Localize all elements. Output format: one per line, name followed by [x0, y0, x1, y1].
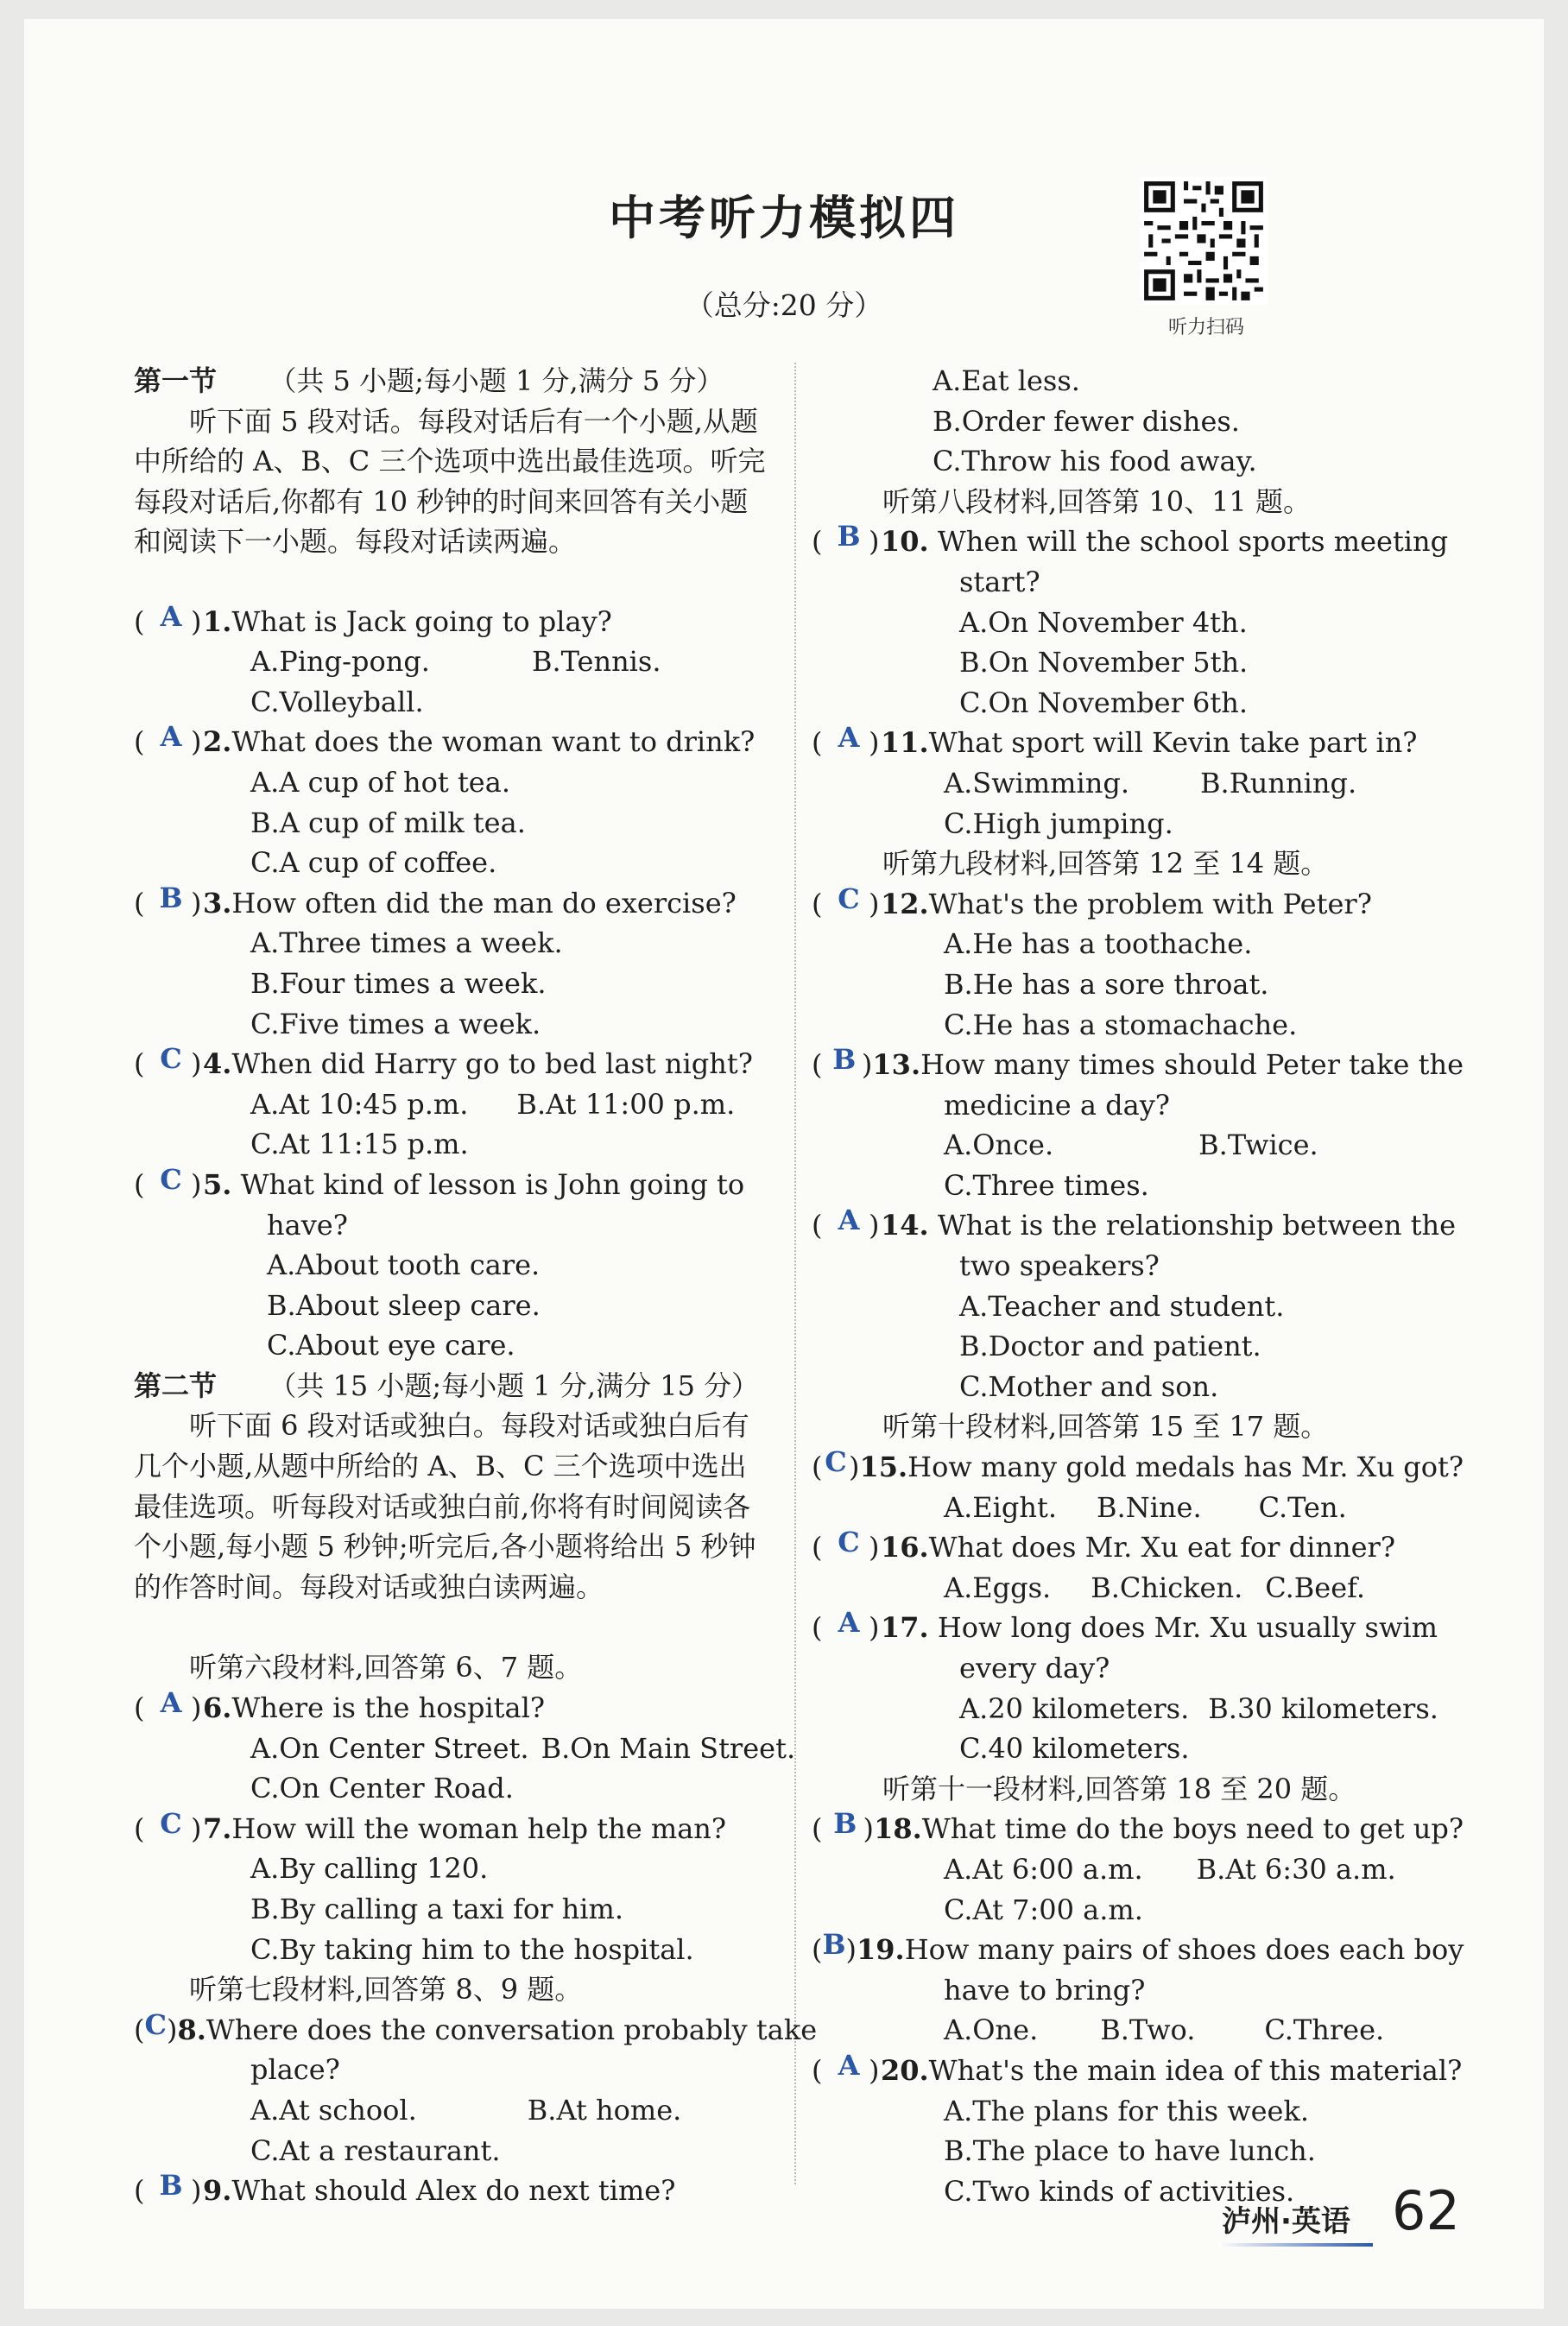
question-16: ( C ) 16. What does Mr. Xu eat for dinner? — [812, 1527, 1464, 1568]
options-4 — [134, 1084, 773, 1125]
option-b[interactable]: B.30 kilometers. — [1208, 1691, 1438, 1725]
book-label: 泸州·英语 — [1222, 2204, 1350, 2239]
option-a[interactable]: A.A cup of hot tea. — [250, 765, 510, 799]
total-score: （总分:20 分） — [685, 288, 883, 322]
option-c[interactable]: C.Ten. — [1258, 1490, 1347, 1524]
question-number: 6. — [203, 1691, 232, 1725]
question-text-cont: place? — [250, 2053, 340, 2087]
question-8: ( C ) 8. Where does the conversation probably take — [134, 2010, 773, 2051]
question-number: 4. — [203, 1047, 232, 1081]
question-text-cont: have? — [267, 1208, 348, 1242]
question-text: How often did the man do exercise? — [231, 886, 737, 920]
option-c[interactable]: C.A cup of coffee. — [250, 846, 497, 880]
question-text: What's the problem with Peter? — [928, 887, 1372, 920]
option-c[interactable]: C.About eye care. — [267, 1329, 515, 1362]
option-c[interactable]: C.Mother and son. — [959, 1369, 1219, 1403]
answer-14[interactable]: A — [838, 1204, 860, 1237]
option-a[interactable]: A.One. — [944, 2013, 1039, 2047]
question-1: ( A ) 1. What is Jack going to play? — [134, 602, 773, 642]
option-a[interactable]: A.About tooth care. — [267, 1248, 541, 1282]
question-text: Where is the hospital? — [231, 1691, 545, 1725]
option-b[interactable]: B.Order fewer dishes. — [933, 404, 1240, 438]
material-note-9: 听第九段材料,回答第 12 至 14 题。 — [882, 847, 1329, 881]
question-text: How will the woman help the man? — [231, 1811, 727, 1845]
answer-9[interactable]: B — [159, 2169, 183, 2203]
option-b[interactable]: B.At home. — [527, 2094, 682, 2127]
option-b[interactable]: B.Two. — [1100, 2013, 1196, 2047]
answer-12[interactable]: C — [838, 882, 860, 915]
option-b[interactable]: B.About sleep care. — [267, 1288, 541, 1322]
option-c[interactable]: C.He has a stomachache. — [944, 1008, 1298, 1041]
option-c[interactable]: C.Beef. — [1265, 1571, 1366, 1604]
option-c[interactable]: C.Two kinds of activities. — [944, 2174, 1295, 2208]
option-c[interactable]: C.40 kilometers. — [959, 1732, 1190, 1766]
answer-6[interactable]: A — [160, 1686, 182, 1720]
material-note-8: 听第八段材料,回答第 10、11 题。 — [882, 484, 1311, 518]
question-19: ( B ) 19. How many pairs of shoes does each boy — [812, 1930, 1464, 1970]
section1-note: （共 5 小题;每小题 1 分,满分 5 分） — [269, 364, 724, 397]
question-number: 17. — [881, 1611, 929, 1645]
question-text: When did Harry go to bed last night? — [231, 1047, 753, 1081]
page-number: 62 — [1392, 2179, 1460, 2242]
answer-10[interactable]: B — [837, 520, 861, 553]
question-15: ( C ) 15. How many gold medals has Mr. Xu got? — [812, 1447, 1464, 1488]
question-number: 2. — [203, 725, 232, 759]
question-text: What time do the boys need to get up? — [921, 1812, 1464, 1846]
question-number: 19. — [857, 1933, 905, 1967]
answer-1[interactable]: A — [160, 599, 182, 633]
question-text: How many gold medals has Mr. Xu got? — [907, 1451, 1464, 1484]
option-c[interactable]: C.Three. — [1264, 2013, 1385, 2047]
option-b[interactable]: B.He has a sore throat. — [944, 967, 1269, 1001]
option-b[interactable]: B.At 11:00 p.m. — [516, 1087, 736, 1121]
options-11 — [812, 763, 1464, 804]
answer-19[interactable]: B — [822, 1928, 846, 1962]
answer-13[interactable]: B — [832, 1043, 857, 1077]
question-number: 16. — [881, 1531, 929, 1564]
options-8 — [134, 2090, 773, 2131]
answer-18[interactable]: B — [833, 1807, 857, 1841]
question-14: ( A ) 14. What is the relationship between the — [812, 1205, 1464, 1246]
option-b[interactable]: B.Doctor and patient. — [959, 1330, 1261, 1363]
qr-code-icon[interactable] — [1140, 177, 1268, 305]
question-text: When will the school sports meeting — [937, 525, 1449, 559]
answer-3[interactable]: B — [159, 881, 183, 914]
question-9: ( B ) 9. What should Alex do next time? — [134, 2171, 773, 2211]
option-a[interactable]: A.Eggs. — [944, 1571, 1052, 1604]
option-a[interactable]: A.Ping-pong. — [250, 645, 430, 679]
option-a[interactable]: A.At school. — [250, 2094, 417, 2127]
options-1c — [134, 682, 773, 723]
question-number: 10. — [881, 525, 929, 559]
option-b[interactable]: B.Twice. — [1198, 1128, 1318, 1162]
question-6: ( A ) 6. Where is the hospital? — [134, 1688, 773, 1729]
option-b[interactable]: B.On November 5th. — [959, 646, 1249, 679]
option-c[interactable]: C.By taking him to the hospital. — [250, 1932, 694, 1966]
section2-note: （共 15 小题;每小题 1 分,满分 15 分） — [269, 1368, 760, 1402]
option-b[interactable]: B.Four times a week. — [250, 966, 547, 1000]
question-17: ( A ) 17. How long does Mr. Xu usually swim — [812, 1608, 1464, 1648]
option-b[interactable]: B.By calling a taxi for him. — [250, 1893, 623, 1926]
material-note-10: 听第十段材料,回答第 15 至 17 题。 — [882, 1410, 1329, 1444]
question-text: How long does Mr. Xu usually swim — [937, 1611, 1438, 1645]
question-text-cont: start? — [959, 565, 1040, 598]
options-6 — [134, 1729, 796, 1769]
question-number: 12. — [881, 887, 929, 920]
option-a[interactable]: A.On November 4th. — [959, 605, 1248, 639]
qr-caption: 听力扫码 — [1167, 317, 1244, 338]
section2-instructions: 听下面 6 段对话或独白。每段对话或独白后有几个小题,从题中所给的 A、B、C 三个选项中选出最佳选项。听每段对话或独白前,你将有时间阅读各个小题,每小题 5 秒钟;听完后,各小题将给出 5 秒钟的作答时间。每段对话或独白读两遍。 — [134, 1409, 756, 1603]
question-text: What does Mr. Xu eat for dinner? — [928, 1531, 1395, 1564]
answer-15[interactable]: C — [825, 1445, 847, 1479]
question-number: 9. — [203, 2174, 232, 2208]
answer-7[interactable]: C — [160, 1806, 182, 1840]
question-text: How many times should Peter take the — [920, 1048, 1464, 1082]
option-c[interactable]: C.Five times a week. — [250, 1007, 541, 1040]
question-number: 5. — [203, 1167, 232, 1201]
question-number: 14. — [881, 1209, 929, 1242]
section2-header — [134, 1366, 773, 1406]
question-text: What does the woman want to drink? — [231, 725, 756, 759]
question-number: 13. — [872, 1048, 921, 1082]
option-a[interactable]: A.Swimming. — [944, 766, 1130, 800]
options-16 — [812, 1568, 1464, 1609]
option-c[interactable]: C.Throw his food away. — [933, 445, 1257, 478]
section1-header — [134, 361, 773, 401]
option-b[interactable]: B.On Main Street. — [541, 1731, 796, 1765]
option-c[interactable]: C.On Center Road. — [250, 1772, 514, 1805]
question-4: ( C ) 4. When did Harry go to bed last night? — [134, 1044, 773, 1084]
material-note-7: 听第七段材料,回答第 8、9 题。 — [189, 1973, 583, 2007]
option-a[interactable]: A.Teacher and student. — [959, 1289, 1285, 1323]
answer-5[interactable]: C — [160, 1162, 182, 1196]
question-text: What is Jack going to play? — [231, 604, 612, 638]
question-number: 18. — [874, 1812, 922, 1846]
option-c[interactable]: C.At 11:15 p.m. — [250, 1128, 469, 1161]
option-a[interactable]: A.Three times a week. — [250, 926, 563, 960]
question-number: 20. — [881, 2053, 929, 2087]
question-text: What should Alex do next time? — [231, 2174, 676, 2208]
question-3: ( B ) 3. How often did the man do exercise? — [134, 883, 773, 924]
option-a[interactable]: A.On Center Street. — [250, 1731, 529, 1765]
page-title: 中考听力模拟四 — [609, 190, 959, 245]
section1-instructions: 听下面 5 段对话。每段对话后有一个小题,从题中所给的 A、B、C 三个选项中选出最佳选项。听完每段对话后,你都有 10 秒钟的时间来回答有关小题和阅读下一小题。每段对话读两遍。 — [134, 404, 766, 559]
answer-20[interactable]: A — [838, 2048, 860, 2082]
option-a[interactable]: A.At 6:00 a.m. — [944, 1852, 1143, 1886]
question-2: ( A ) 2. What does the woman want to drink? — [134, 722, 773, 762]
option-a[interactable]: A.At 10:45 p.m. — [250, 1087, 469, 1121]
question-number: 1. — [203, 604, 232, 638]
question-text-cont: two speakers? — [959, 1249, 1160, 1283]
option-a[interactable]: A.Once. — [944, 1128, 1054, 1162]
option-b[interactable]: B.A cup of milk tea. — [250, 806, 526, 839]
answer-17[interactable]: A — [838, 1606, 860, 1640]
question-number: 7. — [203, 1811, 232, 1845]
option-c[interactable]: C.Volleyball. — [250, 685, 424, 718]
options-1 — [134, 642, 773, 682]
question-5: ( C ) 5. What kind of lesson is John going to — [134, 1165, 773, 1205]
question-text: What's the main idea of this material? — [928, 2053, 1463, 2087]
option-b[interactable]: B.Chicken. — [1091, 1571, 1243, 1604]
answer-8[interactable]: C — [144, 2007, 167, 2041]
option-b[interactable]: B.Nine. — [1097, 1490, 1202, 1524]
question-20: ( A ) 20. What's the main idea of this material? — [812, 2051, 1464, 2091]
answer-4[interactable]: C — [160, 1042, 182, 1076]
question-12: ( C ) 12. What's the problem with Peter? — [812, 884, 1464, 925]
question-13: ( B ) 13. How many times should Peter take the — [812, 1045, 1464, 1085]
option-a[interactable]: A.By calling 120. — [250, 1852, 489, 1886]
option-b[interactable]: B.Tennis. — [531, 645, 661, 679]
option-a[interactable]: A.Eight. — [944, 1490, 1057, 1524]
option-c[interactable]: C.On November 6th. — [959, 686, 1249, 719]
question-number: 8. — [177, 2013, 206, 2046]
material-note-11: 听第十一段材料,回答第 18 至 20 题。 — [882, 1772, 1356, 1805]
left-column — [134, 361, 818, 2211]
option-c[interactable]: C.High jumping. — [944, 806, 1173, 840]
option-a[interactable]: A.20 kilometers. — [959, 1691, 1190, 1725]
option-a[interactable]: A.The plans for this week. — [944, 2094, 1310, 2127]
options-13 — [812, 1125, 1464, 1166]
option-b[interactable]: B.The place to have lunch. — [944, 2134, 1316, 2168]
question-text: What kind of lesson is John going to — [240, 1167, 745, 1201]
question-number: 3. — [203, 886, 232, 920]
section2-heading: 第二节 — [134, 1368, 218, 1402]
question-text: What is the relationship between the — [937, 1209, 1457, 1242]
option-c[interactable]: C.Three times. — [944, 1168, 1149, 1202]
question-11: ( A ) 11. What sport will Kevin take part in? — [812, 723, 1464, 763]
answer-16[interactable]: C — [838, 1526, 860, 1559]
question-text: What sport will Kevin take part in? — [928, 726, 1418, 760]
answer-11[interactable]: A — [838, 721, 860, 755]
option-a[interactable]: A.Eat less. — [933, 364, 1080, 397]
options-19 — [812, 2010, 1464, 2051]
question-number: 11. — [881, 726, 929, 760]
section1-heading: 第一节 — [134, 364, 218, 397]
option-b[interactable]: B.At 6:30 a.m. — [1196, 1852, 1396, 1886]
answer-2[interactable]: A — [160, 720, 182, 754]
options-17 — [812, 1689, 1464, 1729]
option-b[interactable]: B.Running. — [1200, 766, 1357, 800]
option-c[interactable]: C.At a restaurant. — [250, 2133, 501, 2167]
question-10: ( B ) 10. When will the school sports meeting — [812, 521, 1464, 562]
column-divider — [794, 363, 796, 2184]
material-note-6: 听第六段材料,回答第 6、7 题。 — [189, 1651, 583, 1684]
right-column — [812, 361, 1464, 2211]
question-18: ( B ) 18. What time do the boys need to get up? — [812, 1809, 1464, 1849]
question-text-cont: have to bring? — [944, 1973, 1146, 2007]
options-18 — [812, 1849, 1464, 1890]
options-15 — [812, 1488, 1464, 1528]
option-a[interactable]: A.He has a toothache. — [944, 927, 1253, 961]
question-number: 15. — [859, 1451, 908, 1484]
question-7: ( C ) 7. How will the woman help the man? — [134, 1809, 773, 1849]
question-text: How many pairs of shoes does each boy — [904, 1933, 1464, 1967]
question-text-cont: every day? — [959, 1652, 1110, 1684]
question-text: Where does the conversation probably take — [205, 2013, 818, 2046]
option-c[interactable]: C.At 7:00 a.m. — [944, 1893, 1143, 1926]
question-text-cont: medicine a day? — [944, 1088, 1170, 1122]
footer-rule — [1217, 2243, 1373, 2247]
